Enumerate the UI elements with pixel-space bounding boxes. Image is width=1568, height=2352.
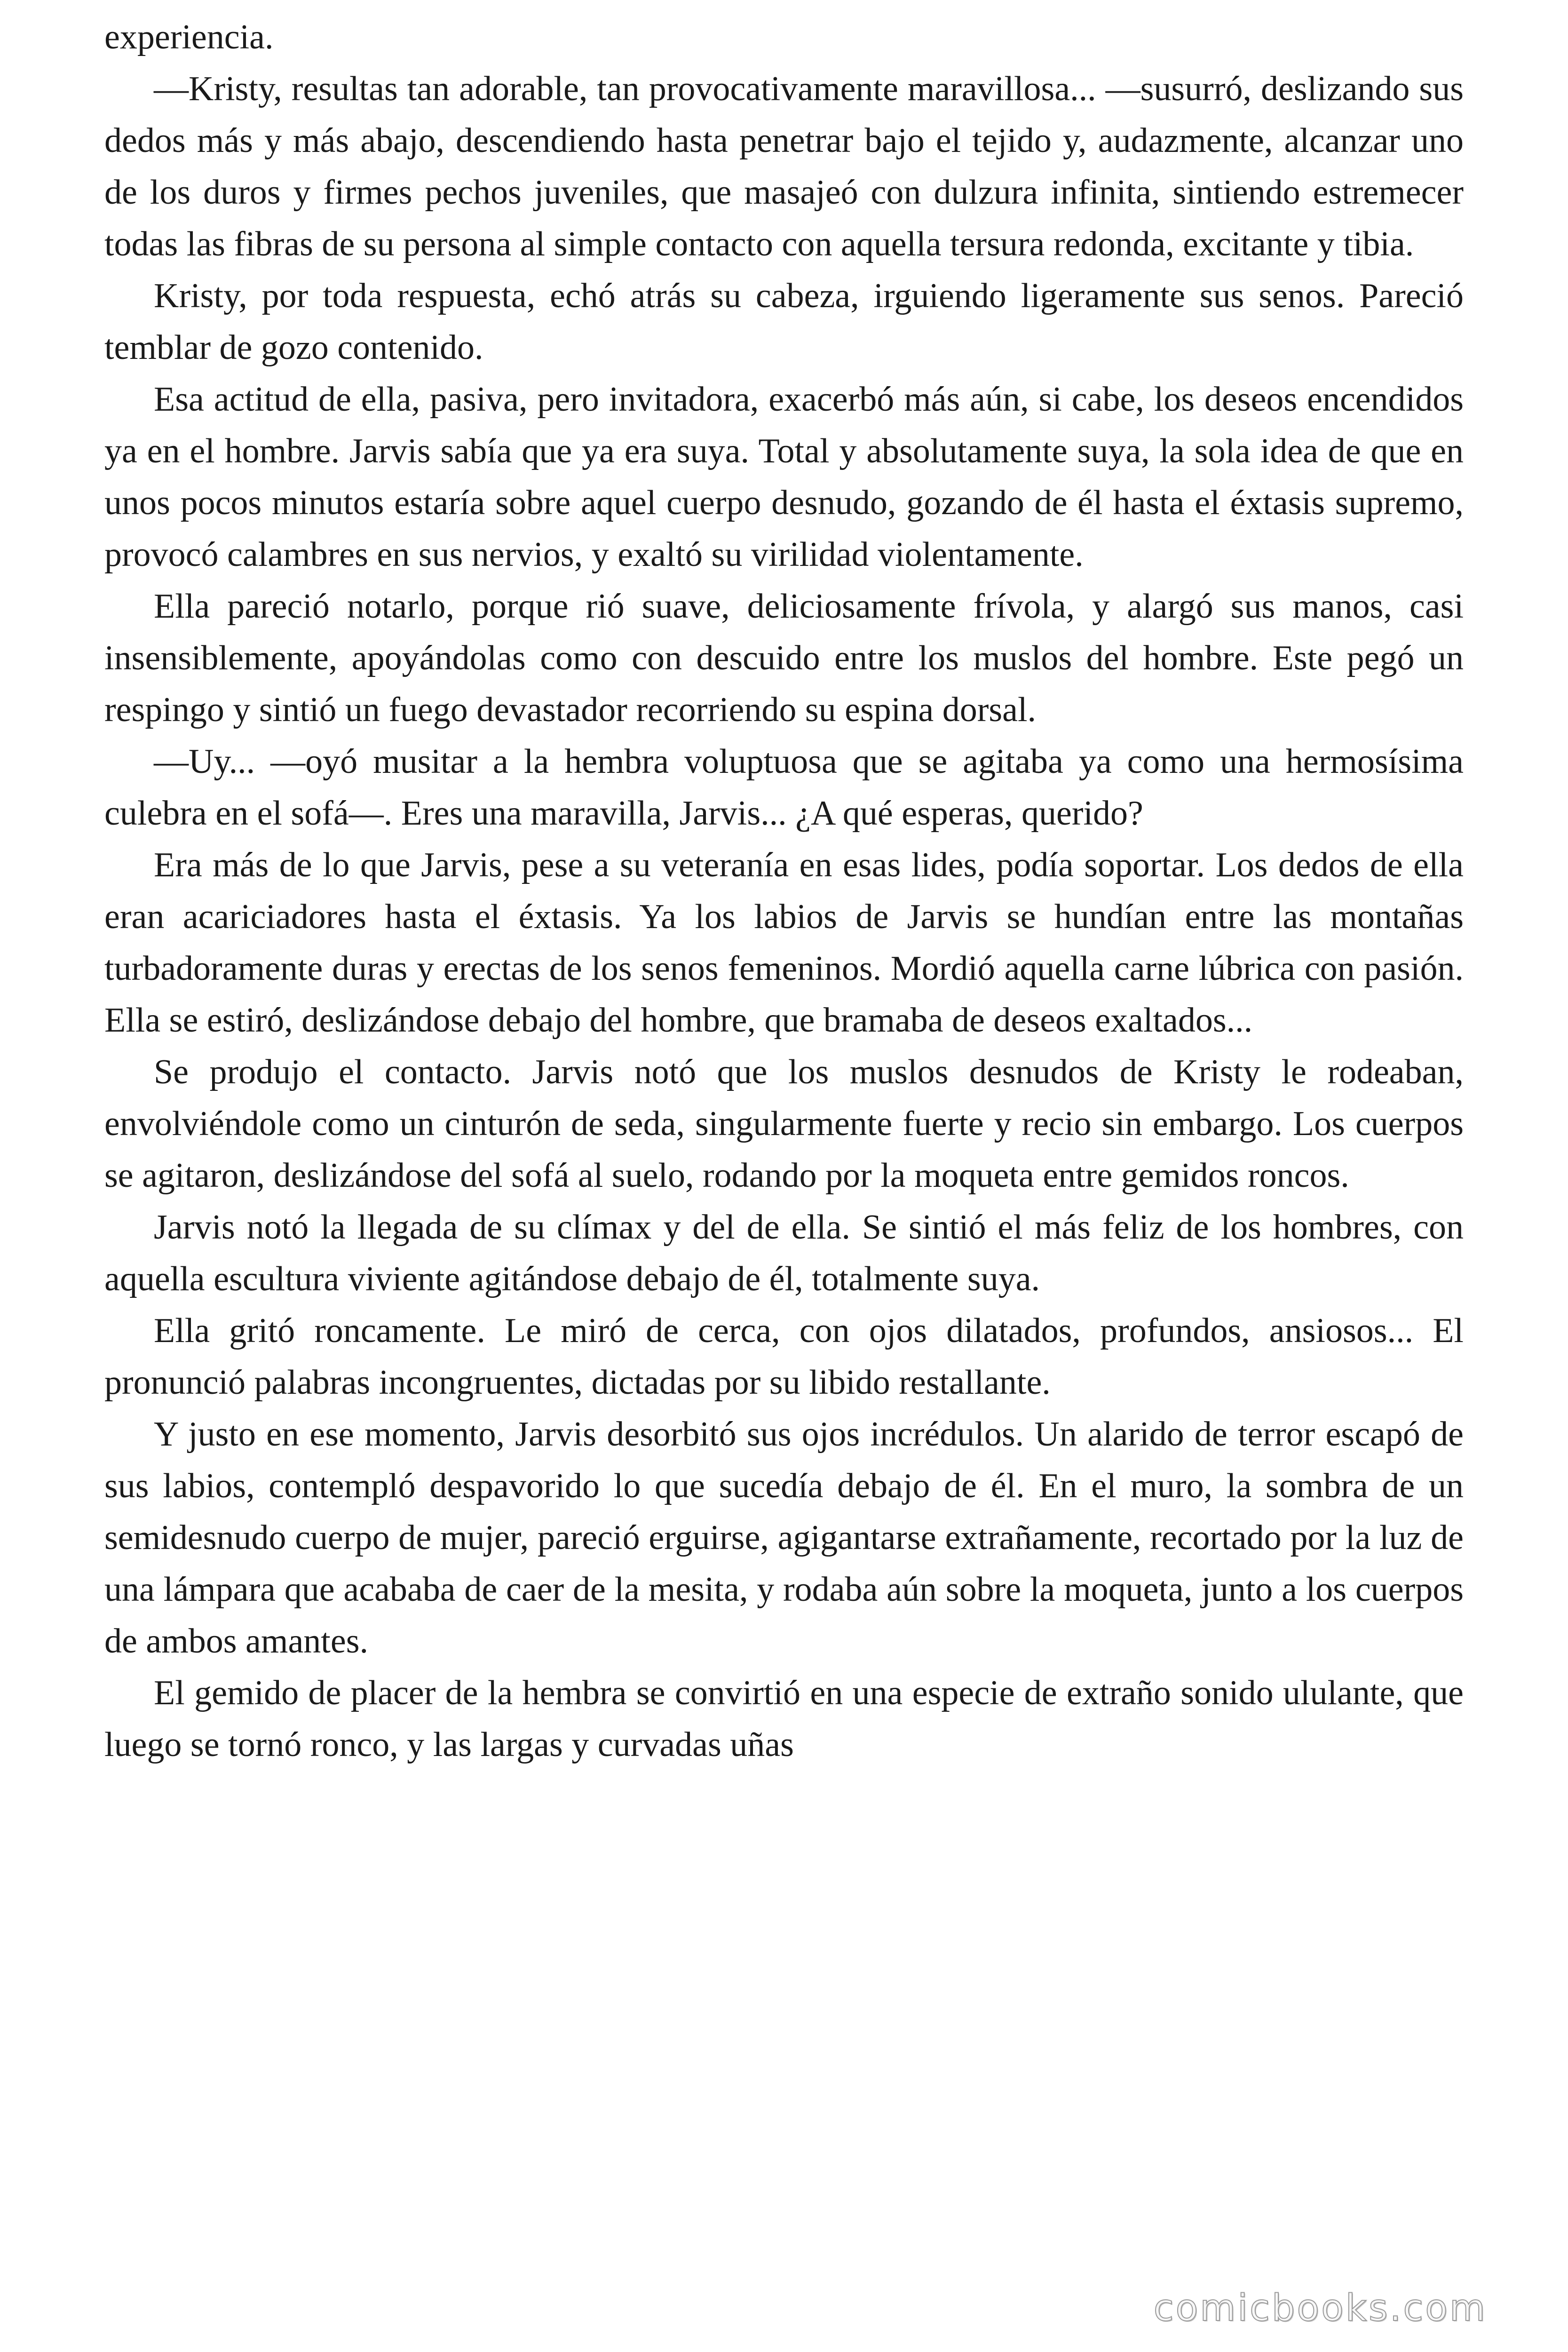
paragraph-7: Era más de lo que Jarvis, pese a su veteranía en esas lides, podía soportar. Los dedos de ella eran acariciadores hasta el éxtasis. Ya los labios de Jarvis se hundían entre las montañas turbadoramente duras y erectas de los senos femeninos. Mordió aquella carne lúbrica con pasión. Ella se estiró, deslizándose debajo del hombre, que bramaba de deseos exaltados...	[104, 846, 1464, 1040]
watermark: comicbooks.com	[1153, 2287, 1487, 2329]
paragraph-3: Kristy, por toda respuesta, echó atrás su cabeza, irguiendo ligeramente sus senos. Pareció temblar de gozo contenido.	[104, 277, 1464, 367]
paragraph-10: Ella gritó roncamente. Le miró de cerca, con ojos dilatados, profundos, ansiosos... El pronunció palabras incongruentes, dictadas por su libido restallante.	[104, 1311, 1464, 1402]
paragraph-8: Se produjo el contacto. Jarvis notó que los muslos desnudos de Kristy le rodeaban, envolviéndole como un cinturón de seda, singularmente fuerte y recio sin embargo. Los cuerpos se agitaron, deslizándose del sofá al suelo, rodando por la moqueta entre gemidos roncos.	[104, 1053, 1464, 1195]
paragraph-5: Ella pareció notarlo, porque rió suave, deliciosamente frívola, y alargó sus manos, casi insensiblemente, apoyándolas como con descuido entre los muslos del hombre. Este pegó un respingo y sintió un fuego devastador recorriendo su espina dorsal.	[104, 587, 1464, 729]
paragraph-9: Jarvis notó la llegada de su clímax y del de ella. Se sintió el más feliz de los hombres, con aquella escultura viviente agitándose debajo de él, totalmente suya.	[104, 1208, 1464, 1298]
paragraph-1: experiencia.	[104, 18, 274, 56]
paragraph-2: —Kristy, resultas tan adorable, tan provocativamente maravillosa... —susurró, deslizando sus dedos más y más abajo, descendiendo hasta penetrar bajo el tejido y, audazmente, alcanzar uno de los duros y firmes pechos juveniles, que masajeó con dulzura infinita, sintiendo estremecer todas las fibras de su persona al simple contacto con aquella tersura redonda, excitante y tibia.	[104, 70, 1464, 263]
paragraph-6: —Uy... —oyó musitar a la hembra voluptuosa que se agitaba ya como una hermosísima culebra en el sofá—. Eres una maravilla, Jarvis... ¿A qué esperas, querido?	[104, 742, 1464, 833]
page-text	[104, 11, 1464, 2344]
paragraph-12: El gemido de placer de la hembra se convirtió en una especie de extraño sonido ululante, que luego se tornó ronco, y las largas y curvadas uñas	[104, 1674, 1464, 1764]
paragraph-11: Y justo en ese momento, Jarvis desorbitó sus ojos incrédulos. Un alarido de terror escapó de sus labios, contempló despavorido lo que sucedía debajo de él. En el muro, la sombra de un semidesnudo cuerpo de mujer, pareció erguirse, agigantarse extrañamente, recortado por la luz de una lámpara que acababa de caer de la mesita, y rodaba aún sobre la moqueta, junto a los cuerpos de ambos amantes.	[104, 1415, 1464, 1661]
paragraph-4: Esa actitud de ella, pasiva, pero invitadora, exacerbó más aún, si cabe, los deseos encendidos ya en el hombre. Jarvis sabía que ya era suya. Total y absolutamente suya, la sola idea de que en unos pocos minutos estaría sobre aquel cuerpo desnudo, gozando de él hasta el éxtasis supremo, provocó calambres en sus nervios, y exaltó su virilidad violentamente.	[104, 380, 1464, 574]
